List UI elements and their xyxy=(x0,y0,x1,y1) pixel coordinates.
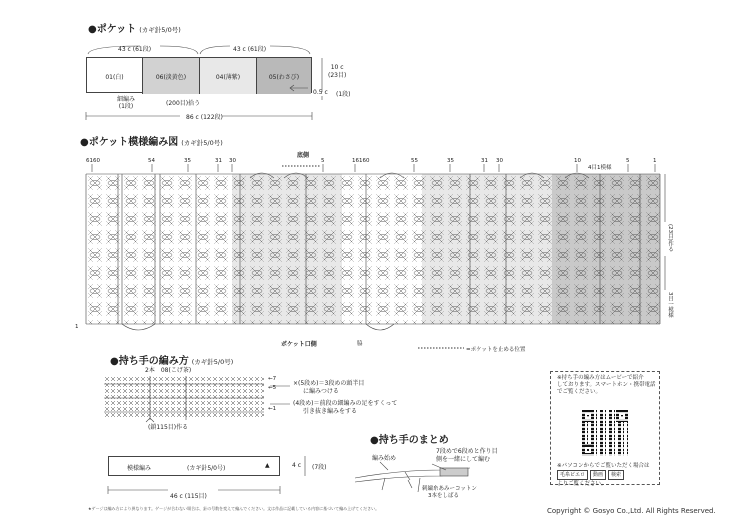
pocket-segment: 01(白) xyxy=(87,58,143,94)
search-keyword-2[interactable]: 動画 xyxy=(590,470,606,480)
side-rows-label: (23目)作る xyxy=(667,224,673,252)
pocket-title: ●ポケット (カギ針5/0号) xyxy=(88,24,181,35)
search-keyword-1[interactable]: 毛糸ピエロ xyxy=(557,470,588,480)
pocket-width-right: 43 c (61段) xyxy=(233,46,267,53)
pocket-width-left: 43 c (61段) xyxy=(118,46,152,53)
stitch-number: 30 xyxy=(496,158,503,164)
pocket-segment: 04(薄紫) xyxy=(200,58,257,94)
handle-title: ●持ち手の編み方 (カギ針5/0号) xyxy=(110,356,234,367)
stitch-number: 54 xyxy=(148,158,155,164)
handle-height: 4 c xyxy=(292,462,302,469)
diagram-title: ●ポケット模様編み図 (カギ針5/0号) xyxy=(80,137,223,148)
pocket-pickup: (200目)拾う xyxy=(166,100,201,107)
stitch-number: 30 xyxy=(229,158,236,164)
pocket-total-width: 86 c (122段) xyxy=(186,114,223,121)
finish-title: ●持ち手のまとめ xyxy=(370,435,449,446)
stitch-number: 16160 xyxy=(352,158,370,164)
stitch-number: 31 xyxy=(481,158,488,164)
handle-count: 2本 08(こげ茶) xyxy=(145,367,192,374)
copyright: Copyright © Gosyo Co.,Ltd. All Rights Reserved. xyxy=(547,507,716,515)
stitch-number: 6160 xyxy=(86,158,100,164)
handle-length: 46 c (115目) xyxy=(170,493,207,500)
stitch-number: 55 xyxy=(411,158,418,164)
handle-row-labels: ←7 ←5 ←1 xyxy=(268,376,277,412)
side-mark: 脇 xyxy=(357,341,363,347)
handle-note-1: ×(5段め)＝3段めの頭半目 に編みつける xyxy=(293,380,365,395)
row-start-label: 1 xyxy=(75,324,79,330)
pocket-start-note: 細編み (1段) xyxy=(117,96,136,110)
stitch-number: 5 xyxy=(626,158,630,164)
right-pattern-note: 3目一模様 xyxy=(667,292,673,318)
finish-cotton-note: 刺繍糸あみーコットン 3本をしばる xyxy=(422,486,477,499)
handle-start: (鎖115目)作る xyxy=(148,424,189,431)
pc-info-text: ※パソコンからでご覧いただく場合は 毛糸ピエロ 動画 検索 よりご覧ください。 xyxy=(557,463,650,487)
pocket-bottom-row-count: (1段) xyxy=(336,91,351,98)
stitch-number: 1 xyxy=(653,158,657,164)
pocket-bottom-row: 0.5 c xyxy=(313,89,328,96)
handle-box: 模様編み (カギ針5/0号) ▲ xyxy=(108,456,280,476)
finish-start-label: 編み始め xyxy=(372,455,397,462)
stitch-number: 31 xyxy=(215,158,222,164)
pocket-height: 10 c (23目) xyxy=(328,64,347,79)
pocket-segment: 05(わさび) xyxy=(257,58,311,94)
search-button[interactable]: 検索 xyxy=(608,470,624,480)
pocket-segment: 06(淡黄色) xyxy=(143,58,200,94)
stitch-number: 35 xyxy=(184,158,191,164)
handle-note-2: (4段め)＝前段の細編みの足をすくって 引き抜き編みをする xyxy=(293,400,398,415)
handle-height-rows: (7段) xyxy=(312,464,327,471)
finish-note: 7段めで6段めと作り目 側を一緒にして編む xyxy=(436,448,498,463)
gauge-note: ★ゲージは編み方により異なります。ゲージが合わない場合は、針の号数を変えて編んでください。文は作品に記載している内容に基づいて編み上げてください。 xyxy=(88,506,380,511)
stitch-number: 5 xyxy=(321,158,325,164)
legend-stop-position: =ポケットを止める位置 xyxy=(466,347,526,353)
qr-code[interactable] xyxy=(582,410,628,456)
repeat-label: 4目1模様 xyxy=(588,165,612,171)
stitch-number: 35 xyxy=(447,158,454,164)
opening-label: ポケット口側 xyxy=(281,341,317,348)
stitch-number: 10 xyxy=(574,158,581,164)
diagram-bottom-label: 底側 xyxy=(297,152,310,159)
video-info-text: ※持ち手の編み方はムービーで紹介 しております。スマートホン・携帯電話 でご覧ください。 xyxy=(557,375,656,395)
